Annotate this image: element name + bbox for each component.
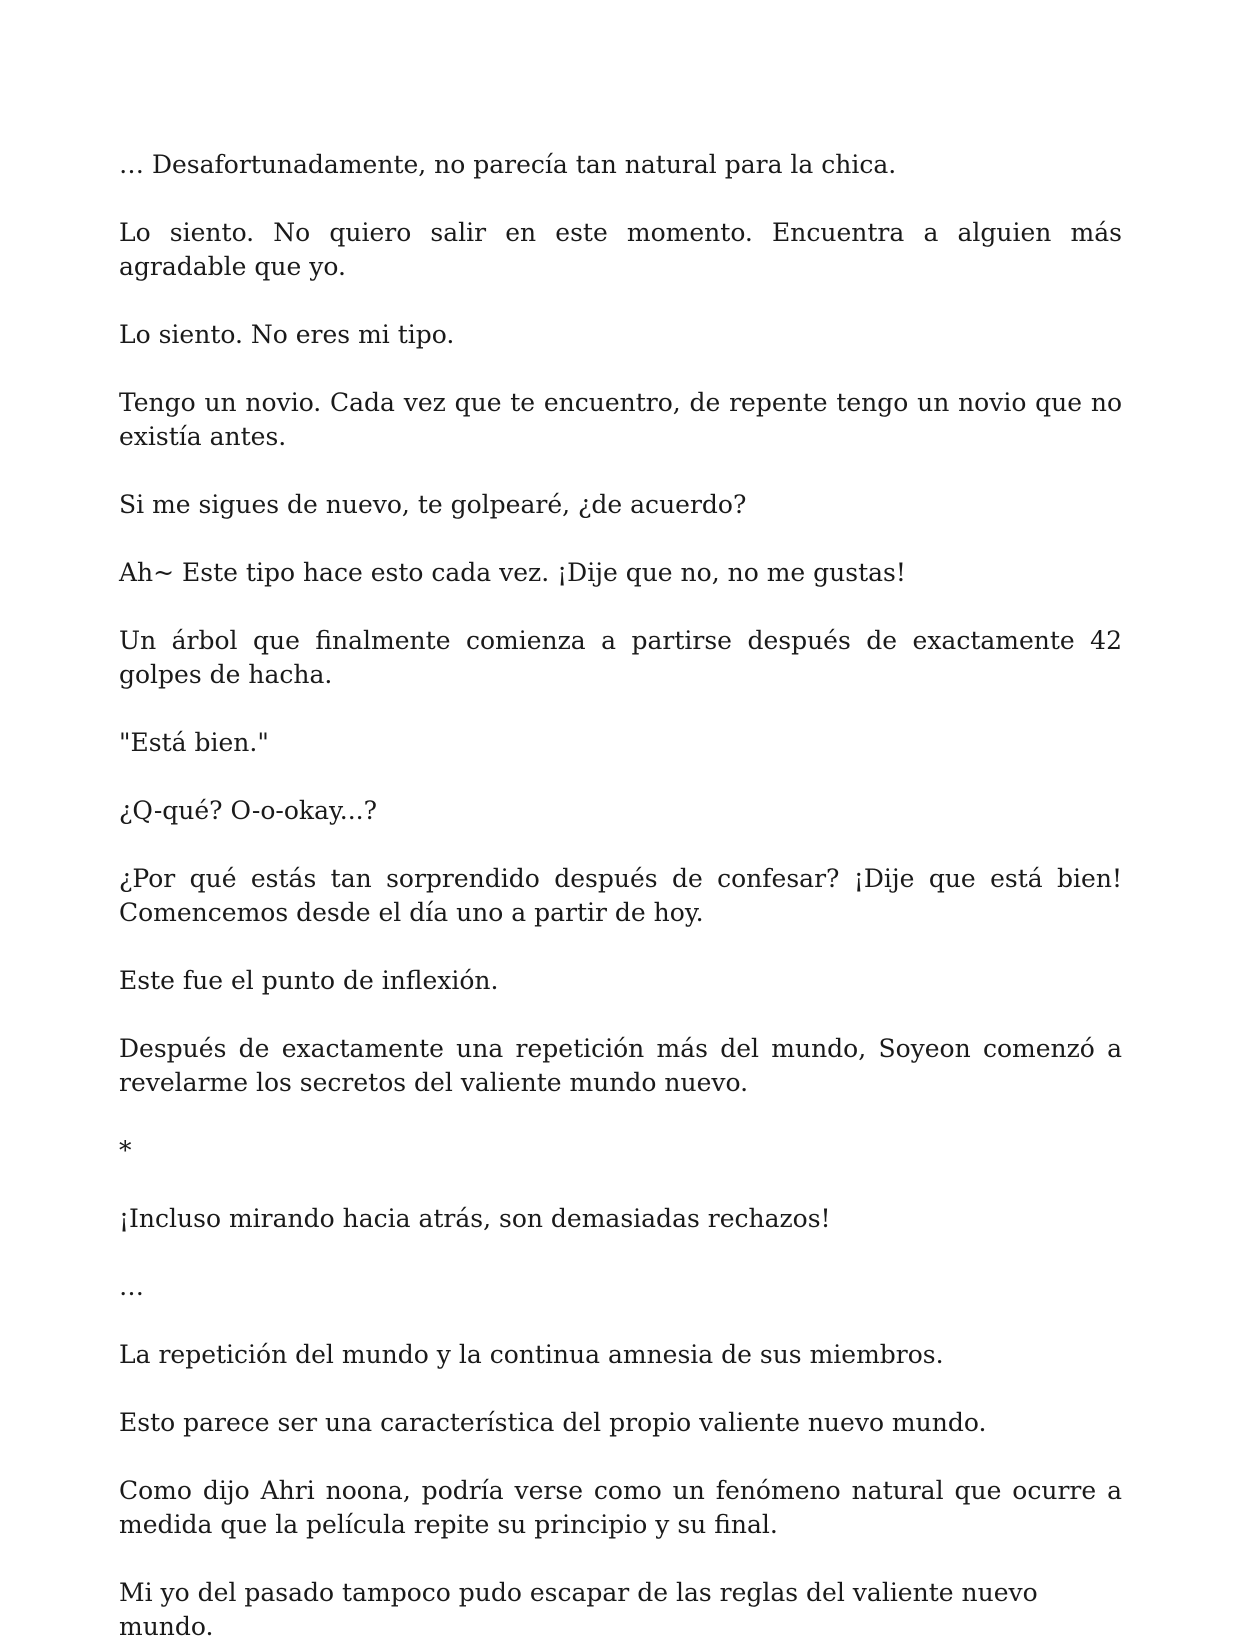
document-page [119, 148, 1122, 1644]
paragraph: La repetición del mundo y la continua amnesia de sus miembros. [119, 1340, 944, 1369]
paragraph: ¿Por qué estás tan sorprendido después de confesar? ¡Dije que está bien! Comencemos desde el día uno a partir de hoy. [119, 864, 1122, 927]
paragraph: Si me sigues de nuevo, te golpearé, ¿de acuerdo? [119, 490, 747, 519]
section-break: * [119, 1136, 132, 1165]
paragraph: Como dijo Ahri noona, podría verse como un fenómeno natural que ocurre a medida que la película repite su principio y su final. [119, 1476, 1122, 1539]
paragraph: Tengo un novio. Cada vez que te encuentro, de repente tengo un novio que no existía antes. [119, 388, 1122, 451]
paragraph: Lo siento. No eres mi tipo. [119, 320, 455, 349]
paragraph: "Está bien." [119, 728, 269, 757]
paragraph: Lo siento. No quiero salir en este momento. Encuentra a alguien más agradable que yo. [119, 218, 1122, 281]
paragraph: ¿Q-qué? O-o-okay...? [119, 796, 378, 825]
paragraph: ¡Incluso mirando hacia atrás, son demasiadas rechazos! [119, 1204, 831, 1233]
paragraph: Después de exactamente una repetición más del mundo, Soyeon comenzó a revelarme los secretos del valiente mundo nuevo. [119, 1034, 1122, 1097]
ellipsis-line: … [119, 1272, 144, 1301]
paragraph: Mi yo del pasado tampoco pudo escapar de las reglas del valiente nuevo mundo. [119, 1578, 1038, 1641]
paragraph: Este fue el punto de inflexión. [119, 966, 499, 995]
paragraph: Un árbol que finalmente comienza a partirse después de exactamente 42 golpes de hacha. [119, 626, 1122, 689]
paragraph: … Desafortunadamente, no parecía tan natural para la chica. [119, 150, 897, 179]
paragraph: Ah~ Este tipo hace esto cada vez. ¡Dije que no, no me gustas! [119, 558, 906, 587]
paragraph: Esto parece ser una característica del propio valiente nuevo mundo. [119, 1408, 987, 1437]
